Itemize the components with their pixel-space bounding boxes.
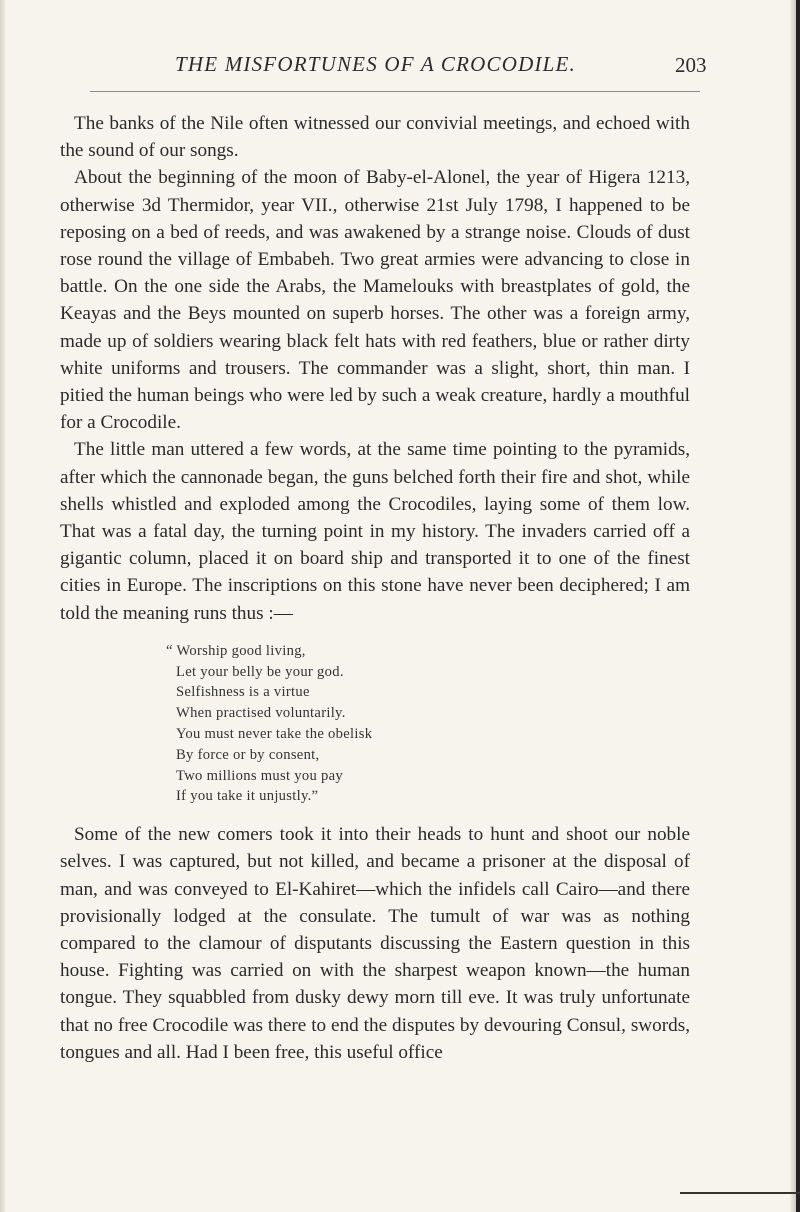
poem-line: Two millions must you pay xyxy=(176,767,344,784)
running-head: THE MISFORTUNES OF A CROCODILE. xyxy=(175,52,577,76)
header-rule xyxy=(90,91,700,92)
poem-line: If you take it unjustly.” xyxy=(176,788,319,805)
poem-line: “ Worship good living, xyxy=(166,642,306,659)
scan-edge-line xyxy=(680,1192,800,1194)
poem-line: Let your belly be your god. xyxy=(176,663,344,680)
page-edge-border xyxy=(796,0,800,1212)
obelisk-inscription xyxy=(166,641,690,807)
paragraph: The banks of the Nile often witnessed our convivial meetings, and echoed with the sound of our songs. xyxy=(60,113,690,162)
poem-line: When practised voluntarily. xyxy=(176,705,346,722)
poem-line: You must never take the obelisk xyxy=(176,726,373,743)
paragraph: About the beginning of the moon of Baby-el-Alonel, the year of Higera 1213, otherwise 3d Thermidor, year VII., otherwise 21st July 1798, I happened to be reposing on a bed of reeds, and was awakened by a strange noise. Clouds of dust rose round the village of Embabeh. Two great armies were advancing to close in battle. On the one side the Arabs, the Mamelouks with breastplates of gold, the Keayas and the Beys mounted on superb horses. The other was a foreign army, made up of soldiers wearing black felt hats with red feathers, blue or rather dirty white uniforms and trousers. The commander was a slight, short, thin man. I pitied the human beings who were led by such a weak creature, hardly a mouthful for a Crocodile. xyxy=(60,167,690,434)
paragraph: Some of the new comers took it into their heads to hunt and shoot our noble selves. I was captured, but not killed, and became a prisoner at the disposal of man, and was conveyed to El-Kahiret—which the infidels call Cairo—and there provisionally lodged at the consulate. The tumult of war was as nothing compared to the clamour of disputants discussing the Eastern question in this house. Fighting was carried on with the sharpest weapon known—the human tongue. They squabbled from dusky dewy morn till eve. It was truly unfortunate that no free Crocodile was there to end the disputes by devouring Consul, swords, tongues and all. Had I been free, this useful office xyxy=(60,824,690,1063)
page-number: 203 xyxy=(675,53,707,77)
page-gutter-shadow xyxy=(0,0,6,1212)
body-text xyxy=(60,110,690,1066)
poem-line: Selfishness is a virtue xyxy=(176,684,310,701)
paragraph: The little man uttered a few words, at the same time pointing to the pyramids, after which the cannonade began, the guns belched forth their fire and shot, while shells whistled and exploded among the Crocodiles, laying some of them low. That was a fatal day, the turning point in my history. The invaders carried off a gigantic column, placed it on board ship and transported it to one of the finest cities in Europe. The inscriptions on this stone have never been deciphered; I am told the meaning runs thus :— xyxy=(60,439,690,624)
poem-line: By force or by consent, xyxy=(176,746,320,763)
